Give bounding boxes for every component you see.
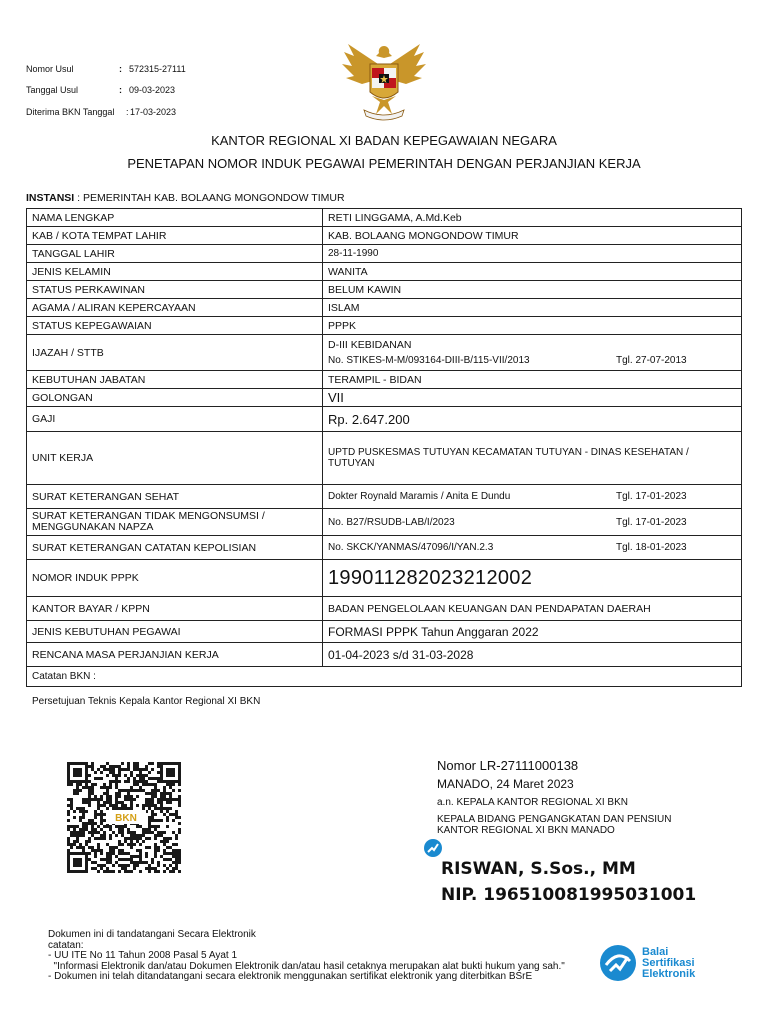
agama-value: ISLAM xyxy=(323,299,742,317)
document-title: PENETAPAN NOMOR INDUK PEGAWAI PEMERINTAH DENGAN PERJANJIAN KERJA xyxy=(127,156,641,171)
nama-label: NAMA LENGKAP xyxy=(27,209,323,227)
bsre-text-1: Balai xyxy=(642,945,669,958)
nama-value: RETI LINGGAMA, A.Md.Keb xyxy=(323,209,742,227)
footer-line: - UU ITE No 11 Tahun 2008 Pasal 5 Ayat 1 xyxy=(48,950,238,961)
nomor-usul-row xyxy=(26,64,186,74)
polisi-cell xyxy=(323,536,742,560)
polisi-date: Tgl. 18-01-2023 xyxy=(616,542,687,553)
bsre-text xyxy=(642,947,695,980)
footer-line: "Informasi Elektronik dan/atau Dokumen Elektronik dan/atau hasil cetaknya merupakan alat bukti hukum yang sah." xyxy=(48,960,565,972)
bsre-logo-icon xyxy=(598,943,638,983)
sehat-label: SURAT KETERANGAN SEHAT xyxy=(27,485,323,509)
approval-text: Persetujuan Teknis Kepala Kantor Regional XI BKN xyxy=(32,696,261,707)
tanggal-usul-value: 09-03-2023 xyxy=(129,85,176,95)
table-row xyxy=(27,335,742,371)
bsre-logo xyxy=(598,943,695,983)
tgl-lahir-label: TANGGAL LAHIR xyxy=(27,245,323,263)
instansi-line xyxy=(26,192,345,204)
table-row xyxy=(27,299,742,317)
status-value: PPPK xyxy=(323,317,742,335)
napza-cell xyxy=(323,509,742,536)
table-row xyxy=(27,536,742,560)
napza-value: No. B27/RSUDB-LAB/I/2023 xyxy=(328,516,455,528)
ijazah-number: No. STIKES-M-M/093164-DIII-B/115-VII/2013 xyxy=(328,355,530,366)
garuda-emblem-icon xyxy=(340,40,428,124)
sehat-detail xyxy=(328,491,736,502)
unit-label: UNIT KERJA xyxy=(27,432,323,485)
bsre-seal-icon xyxy=(423,838,443,858)
footer-line: catatan: xyxy=(48,939,84,951)
table-row xyxy=(27,317,742,335)
sehat-cell xyxy=(323,485,742,509)
position-line-2: KANTOR REGIONAL XI BKN MANADO xyxy=(437,825,615,836)
kawin-label: STATUS PERKAWINAN xyxy=(27,281,323,299)
nomor-usul-value: 572315-27111 xyxy=(129,64,186,74)
ijazah-cell xyxy=(323,335,742,371)
place-date: MANADO, 24 Maret 2023 xyxy=(437,777,574,791)
instansi-label: INSTANSI xyxy=(26,192,75,204)
colon: : xyxy=(119,85,122,95)
sehat-value: Dokter Roynald Maramis / Anita E Dundu xyxy=(328,491,511,502)
table-row xyxy=(27,281,742,299)
bsre-text-2: Sertifikasi xyxy=(642,956,695,969)
diterima-row xyxy=(26,107,176,117)
position-line-1: KEPALA BIDANG PENGANGKATAN DAN PENSIUN xyxy=(437,814,672,825)
table-row xyxy=(27,621,742,643)
signer-nip: NIP. 196510081995031001 xyxy=(441,885,697,905)
on-behalf: a.n. KEPALA KANTOR REGIONAL XI BKN xyxy=(437,797,628,808)
signer xyxy=(441,856,696,908)
napza-date: Tgl. 17-01-2023 xyxy=(616,516,687,528)
table-row xyxy=(27,560,742,597)
ijazah-date: Tgl. 27-07-2013 xyxy=(616,355,687,366)
masa-value: 01-04-2023 s/d 31-03-2028 xyxy=(323,643,742,667)
bsre-text-3: Elektronik xyxy=(642,967,696,980)
agama-label: AGAMA / ALIRAN KEPERCAYAAN xyxy=(27,299,323,317)
qr-code-icon xyxy=(66,762,182,874)
kota-value: KAB. BOLAANG MONGONDOW TIMUR xyxy=(323,227,742,245)
table-row xyxy=(27,667,742,687)
data-table xyxy=(26,208,742,687)
polisi-label: SURAT KETERANGAN CATATAN KEPOLISIAN xyxy=(27,536,323,560)
diterima-value: 17-03-2023 xyxy=(130,107,177,117)
jenis-label: JENIS KEBUTUHAN PEGAWAI xyxy=(27,621,323,643)
napza-detail xyxy=(328,517,736,528)
table-row xyxy=(27,209,742,227)
footer-notes xyxy=(48,930,565,983)
table-row xyxy=(27,245,742,263)
golongan-label: GOLONGAN xyxy=(27,389,323,407)
signature-block xyxy=(437,758,672,836)
catatan-label: Catatan BKN : xyxy=(27,667,742,687)
colon: : xyxy=(126,107,129,117)
polisi-value: No. SKCK/YANMAS/47096/I/YAN.2.3 xyxy=(328,542,494,553)
table-row xyxy=(27,643,742,667)
qr-code xyxy=(66,762,182,874)
jk-label: JENIS KELAMIN xyxy=(27,263,323,281)
nip-value: 199011282023212002 xyxy=(323,560,742,597)
golongan-value: VII xyxy=(323,389,742,407)
gaji-label: GAJI xyxy=(27,407,323,432)
nip-label: NOMOR INDUK PPPK xyxy=(27,560,323,597)
table-row xyxy=(27,263,742,281)
kppn-label: KANTOR BAYAR / KPPN xyxy=(27,597,323,621)
jabatan-value: TERAMPIL - BIDAN xyxy=(323,371,742,389)
colon: : xyxy=(119,64,122,74)
instansi-value: : PEMERINTAH KAB. BOLAANG MONGONDOW TIMUR xyxy=(77,192,345,204)
tgl-lahir-value: 28-11-1990 xyxy=(323,245,742,263)
table-row xyxy=(27,485,742,509)
footer-line: - Dokumen ini telah ditandatangani secara elektronik menggunakan sertifikat elektronik yang diterbitkan BSrE xyxy=(48,971,533,982)
table-row xyxy=(27,371,742,389)
gaji-value: Rp. 2.647.200 xyxy=(323,407,742,432)
qr-logo-text: BKN xyxy=(115,813,137,824)
tanggal-usul-label: Tanggal Usul xyxy=(26,85,79,95)
table-row xyxy=(27,407,742,432)
diterima-label: Diterima BKN Tanggal xyxy=(26,107,115,117)
table-row xyxy=(27,509,742,536)
ijazah-label: IJAZAH / STTB xyxy=(27,335,323,371)
jk-value: WANITA xyxy=(323,263,742,281)
nomor-usul-label: Nomor Usul xyxy=(26,64,74,74)
signer-name: RISWAN, S.Sos., MM xyxy=(441,859,636,879)
letter-number: Nomor LR-27111000138 xyxy=(437,758,579,773)
office-title: KANTOR REGIONAL XI BADAN KEPEGAWAIAN NEGARA xyxy=(211,133,557,148)
jabatan-label: KEBUTUHAN JABATAN xyxy=(27,371,323,389)
sehat-date: Tgl. 17-01-2023 xyxy=(616,491,687,502)
ijazah-detail xyxy=(328,355,736,366)
table-row xyxy=(27,389,742,407)
status-label: STATUS KEPEGAWAIAN xyxy=(27,317,323,335)
ijazah-value: D-III KEBIDANAN xyxy=(328,339,412,351)
kppn-value: BADAN PENGELOLAAN KEUANGAN DAN PENDAPATAN DAERAH xyxy=(323,597,742,621)
jenis-value: FORMASI PPPK Tahun Anggaran 2022 xyxy=(323,621,742,643)
kawin-value: BELUM KAWIN xyxy=(323,281,742,299)
position xyxy=(437,814,672,836)
napza-label: SURAT KETERANGAN TIDAK MENGONSUMSI / MENGGUNAKAN NAPZA xyxy=(27,509,323,536)
masa-label: RENCANA MASA PERJANJIAN KERJA xyxy=(27,643,323,667)
kota-label: KAB / KOTA TEMPAT LAHIR xyxy=(27,227,323,245)
unit-value: UPTD PUSKESMAS TUTUYAN KECAMATAN TUTUYAN - DINAS KESEHATAN / TUTUYAN xyxy=(323,432,742,485)
table-row xyxy=(27,227,742,245)
footer-line: Dokumen ini di tandatangani Secara Elektronik xyxy=(48,929,256,940)
polisi-detail xyxy=(328,542,736,553)
table-row xyxy=(27,432,742,485)
tanggal-usul-row xyxy=(26,85,175,95)
table-row xyxy=(27,597,742,621)
